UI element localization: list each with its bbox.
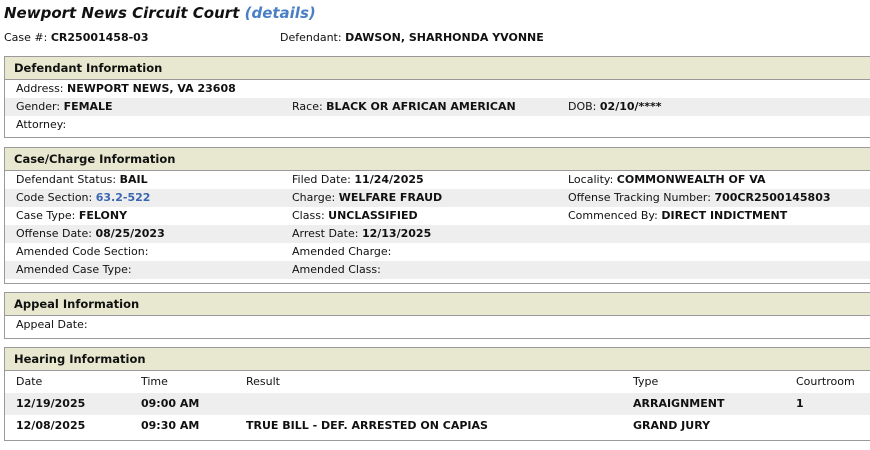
hearing-date: 12/08/2025 [16,419,86,432]
offense-date-field [16,225,165,243]
case-number-line [4,31,149,44]
field-label: Class: [292,209,325,222]
hearing-time: 09:00 AM [141,397,200,410]
address-value: NEWPORT NEWS, VA 23608 [67,82,236,95]
field-label: Amended Class: [292,263,381,276]
section-title: Appeal Information [5,293,870,316]
race-value: BLACK OR AFRICAN AMERICAN [326,100,516,113]
field-label: Filed Date: [292,173,351,186]
field-label: Offense Date: [16,227,92,240]
defendant-status-value: BAIL [119,173,148,186]
otn-value: 700CR2500145803 [714,191,831,204]
code-section-link[interactable]: 63.2-522 [95,191,151,204]
arrest-date-field [292,225,431,243]
attorney-field [16,116,66,134]
hearing-time: 09:30 AM [141,419,200,432]
section-title: Defendant Information [5,57,870,80]
arrest-date-value: 12/13/2025 [361,227,432,240]
field-label: Amended Charge: [292,245,392,258]
info-row [5,80,870,98]
charge-field [292,189,442,207]
info-row [5,261,870,279]
class-value: UNCLASSIFIED [328,209,418,222]
details-link[interactable]: (details) [244,4,316,22]
info-row [5,225,870,243]
info-row [5,207,870,225]
info-row [5,189,870,207]
court-name: Newport News Circuit Court [4,4,240,22]
defendant-line [280,31,544,44]
column-header-courtroom: Courtroom [796,375,855,388]
hearing-date: 12/19/2025 [16,397,86,410]
class-field [292,207,418,225]
hearing-type: GRAND JURY [633,419,711,432]
field-label: Amended Case Type: [16,263,132,276]
field-label: Charge: [292,191,336,204]
address-field [16,80,236,98]
case-number: CR25001458-03 [50,31,149,44]
defendant-info-section [4,56,870,138]
info-row [5,243,870,261]
charge-value: WELFARE FRAUD [338,191,443,204]
table-row [5,393,870,415]
column-header-time: Time [141,375,168,388]
field-label: Commenced By: [568,209,658,222]
code-section-field [16,189,150,207]
commenced-by-value: DIRECT INDICTMENT [661,209,788,222]
commenced-by-field [568,207,787,225]
info-row [5,116,870,134]
dob-value: 02/10/**** [599,100,662,113]
filed-date-value: 11/24/2025 [354,173,424,186]
info-row [5,171,870,189]
field-label: Attorney: [16,118,67,131]
locality-value: COMMONWEALTH OF VA [616,173,766,186]
gender-value: FEMALE [63,100,113,113]
defendant-status-field [16,171,148,189]
field-label: Offense Tracking Number: [568,191,711,204]
locality-field [568,171,766,189]
table-row [5,415,870,437]
field-label: Address: [16,82,64,95]
hearing-info-section [4,347,870,441]
case-charge-section [4,147,870,284]
case-type-field [16,207,127,225]
amended-class-field [292,261,381,279]
hearing-table-header [5,371,870,393]
info-row [5,316,870,334]
hearing-courtroom: 1 [796,397,804,410]
column-header-date: Date [16,375,43,388]
gender-field [16,98,113,116]
defendant-label: Defendant: [280,31,342,44]
dob-field [568,98,662,116]
section-title: Hearing Information [5,348,870,371]
appeal-date-field [16,316,88,334]
column-header-type: Type [633,375,659,388]
race-field [292,98,516,116]
field-label: Gender: [16,100,61,113]
field-label: Race: [292,100,323,113]
field-label: DOB: [568,100,597,113]
case-number-label: Case #: [4,31,48,44]
section-title: Case/Charge Information [5,148,870,171]
field-label: Arrest Date: [292,227,359,240]
hearing-type: ARRAIGNMENT [633,397,725,410]
field-label: Appeal Date: [16,318,88,331]
court-title [4,4,316,22]
hearing-result: TRUE BILL - DEF. ARRESTED ON CAPIAS [246,419,488,432]
field-label: Amended Code Section: [16,245,149,258]
amended-case-type-field [16,261,132,279]
offense-date-value: 08/25/2023 [95,227,165,240]
field-label: Code Section: [16,191,93,204]
field-label: Case Type: [16,209,76,222]
case-type-value: FELONY [78,209,128,222]
defendant-name: DAWSON, SHARHONDA YVONNE [345,31,544,44]
info-row [5,98,870,116]
appeal-info-section [4,292,870,339]
filed-date-field [292,171,424,189]
amended-charge-field [292,243,391,261]
field-label: Locality: [568,173,614,186]
field-label: Defendant Status: [16,173,117,186]
column-header-result: Result [246,375,280,388]
amended-code-field [16,243,148,261]
otn-field [568,189,831,207]
